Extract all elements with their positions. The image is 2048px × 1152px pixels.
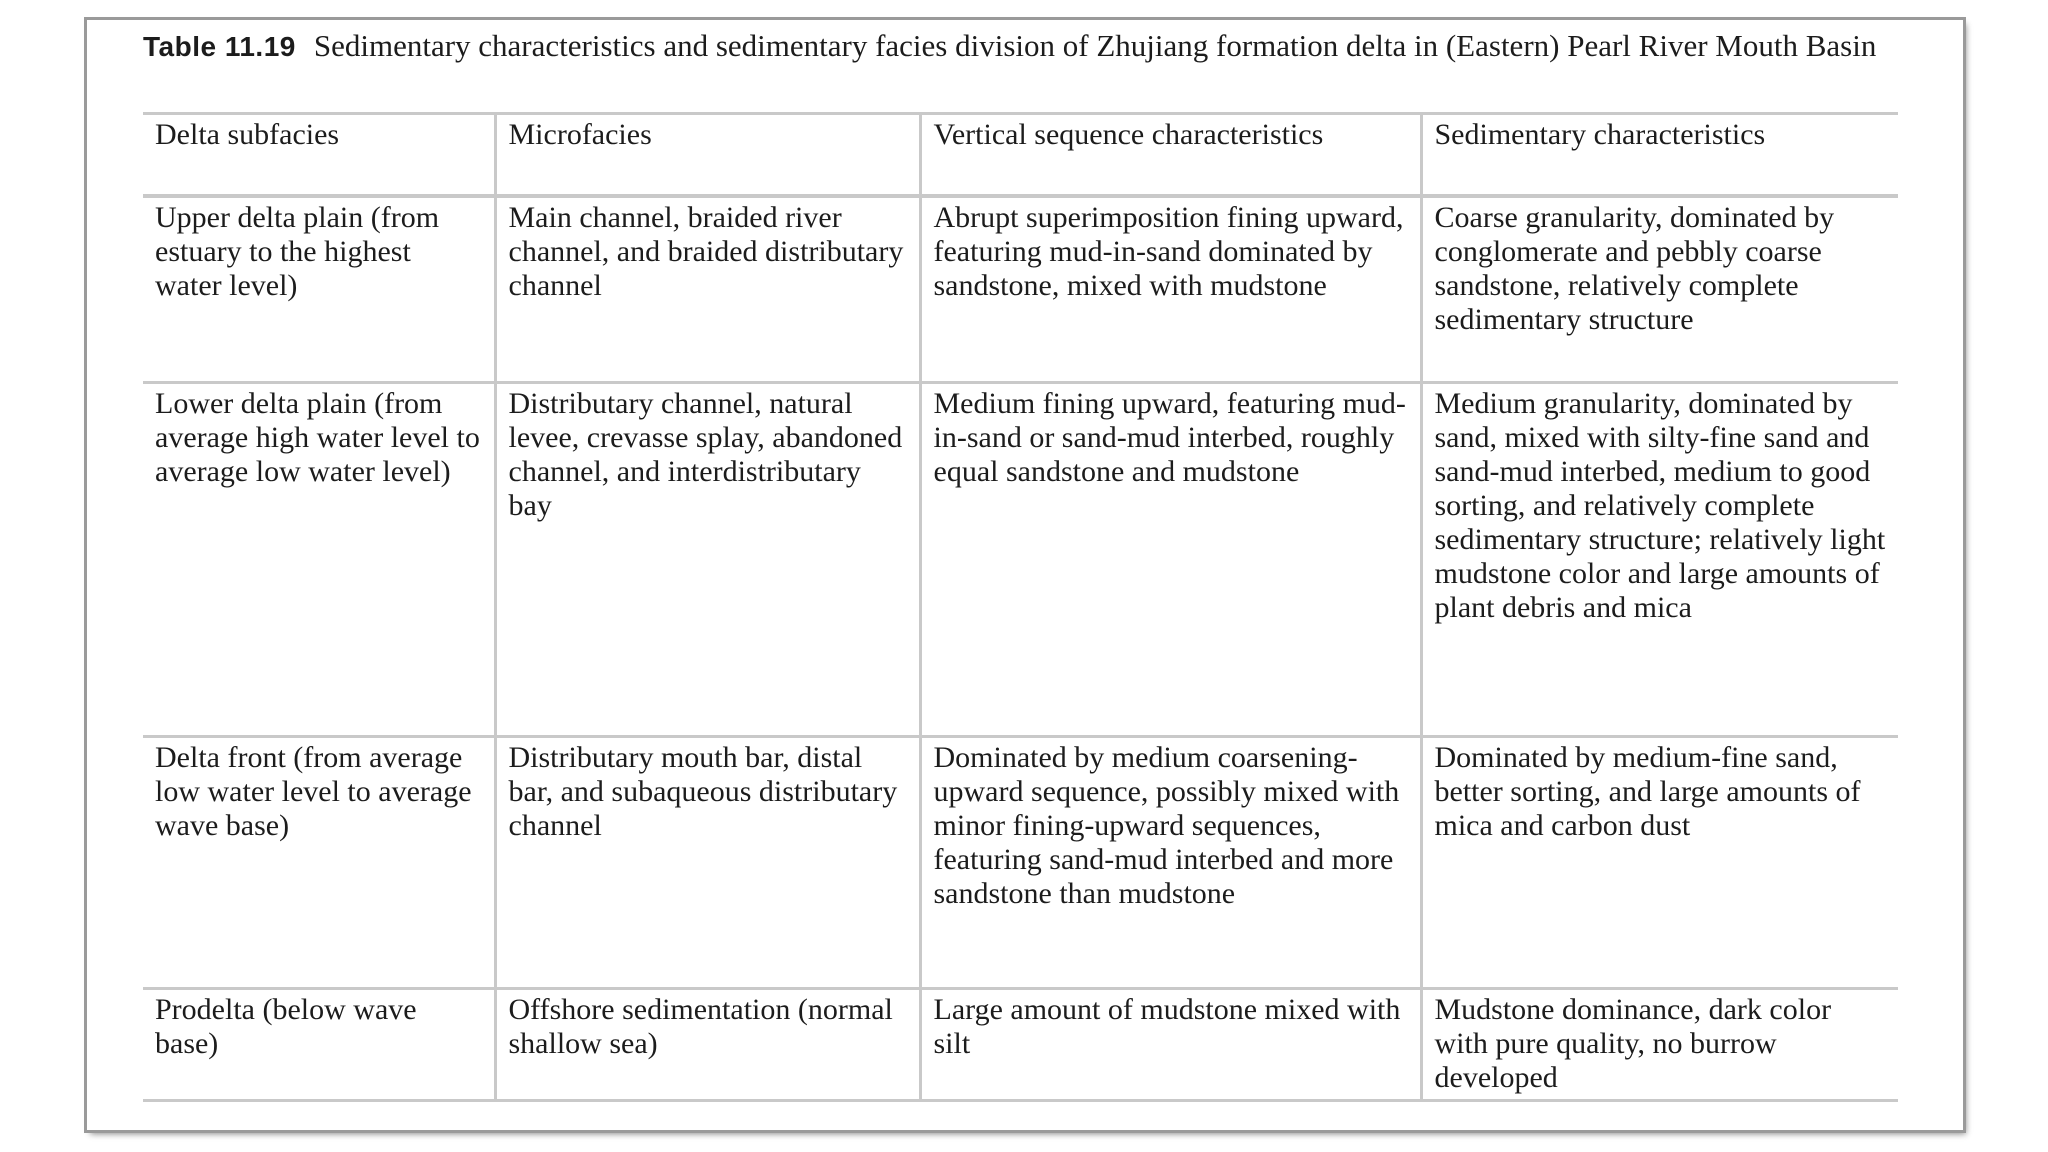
header-microfacies: Microfacies <box>495 114 920 197</box>
cell-microfacies: Main channel, braided river channel, and braided distributary channel <box>495 196 920 383</box>
header-sedimentary-characteristics: Sedimentary characteristics <box>1434 118 1766 151</box>
table-caption <box>143 28 1898 64</box>
cell-microfacies: Distributary channel, natural levee, crevasse splay, abandoned channel, and interdistributary bay <box>495 383 920 737</box>
cell-microfacies: Offshore sedimentation (normal shallow sea) <box>495 989 920 1101</box>
header-vertical-sequence: Vertical sequence characteristics <box>920 114 1421 197</box>
cell-delta-subfacies: Lower delta plain (from average high water level to average low water level) <box>143 383 495 737</box>
table-title: Sedimentary characteristics and sedimentary facies division of Zhujiang formation delta in (Eastern) Pearl River Mouth Basin <box>313 28 1877 63</box>
cell-sedimentary-characteristics: Medium granularity, dominated by sand, mixed with silty-fine sand and sand-mud interbed, medium to good sorting, and relatively complete sedimentary structure; relatively light mudstone color and large amounts of plant debris and mica <box>1434 387 1886 624</box>
document-page <box>87 20 1963 1130</box>
table-header-row <box>143 114 1898 197</box>
header-delta-subfacies: Delta subfacies <box>143 114 495 197</box>
table-row <box>143 989 1898 1101</box>
cell-microfacies: Distributary mouth bar, distal bar, and subaqueous distributary channel <box>495 737 920 989</box>
cell-vertical-sequence: Dominated by medium coarsening-upward sequence, possibly mixed with minor fining-upward sequences, featuring sand-mud interbed and more sandstone than mudstone <box>920 737 1421 989</box>
cell-delta-subfacies: Delta front (from average low water level to average wave base) <box>143 737 495 989</box>
table-row <box>143 737 1898 989</box>
cell-sedimentary-characteristics: Coarse granularity, dominated by conglomerate and pebbly coarse sandstone, relatively complete sedimentary structure <box>1434 201 1835 336</box>
table-number: Table 11.19 <box>143 31 296 62</box>
cell-vertical-sequence: Abrupt superimposition fining upward, featuring mud-in-sand dominated by sandstone, mixed with mudstone <box>920 196 1421 383</box>
cell-delta-subfacies: Prodelta (below wave base) <box>143 989 495 1101</box>
cell-vertical-sequence: Large amount of mudstone mixed with silt <box>920 989 1421 1101</box>
sedimentary-facies-table <box>143 112 1898 1102</box>
cell-delta-subfacies: Upper delta plain (from estuary to the highest water level) <box>143 196 495 383</box>
table-row <box>143 196 1898 383</box>
table-row <box>143 383 1898 737</box>
cell-sedimentary-characteristics: Mudstone dominance, dark color with pure quality, no burrow developed <box>1434 993 1832 1094</box>
cell-vertical-sequence: Medium fining upward, featuring mud-in-sand or sand-mud interbed, roughly equal sandstone and mudstone <box>920 383 1421 737</box>
cell-sedimentary-characteristics: Dominated by medium-fine sand, better sorting, and large amounts of mica and carbon dust <box>1434 741 1861 842</box>
